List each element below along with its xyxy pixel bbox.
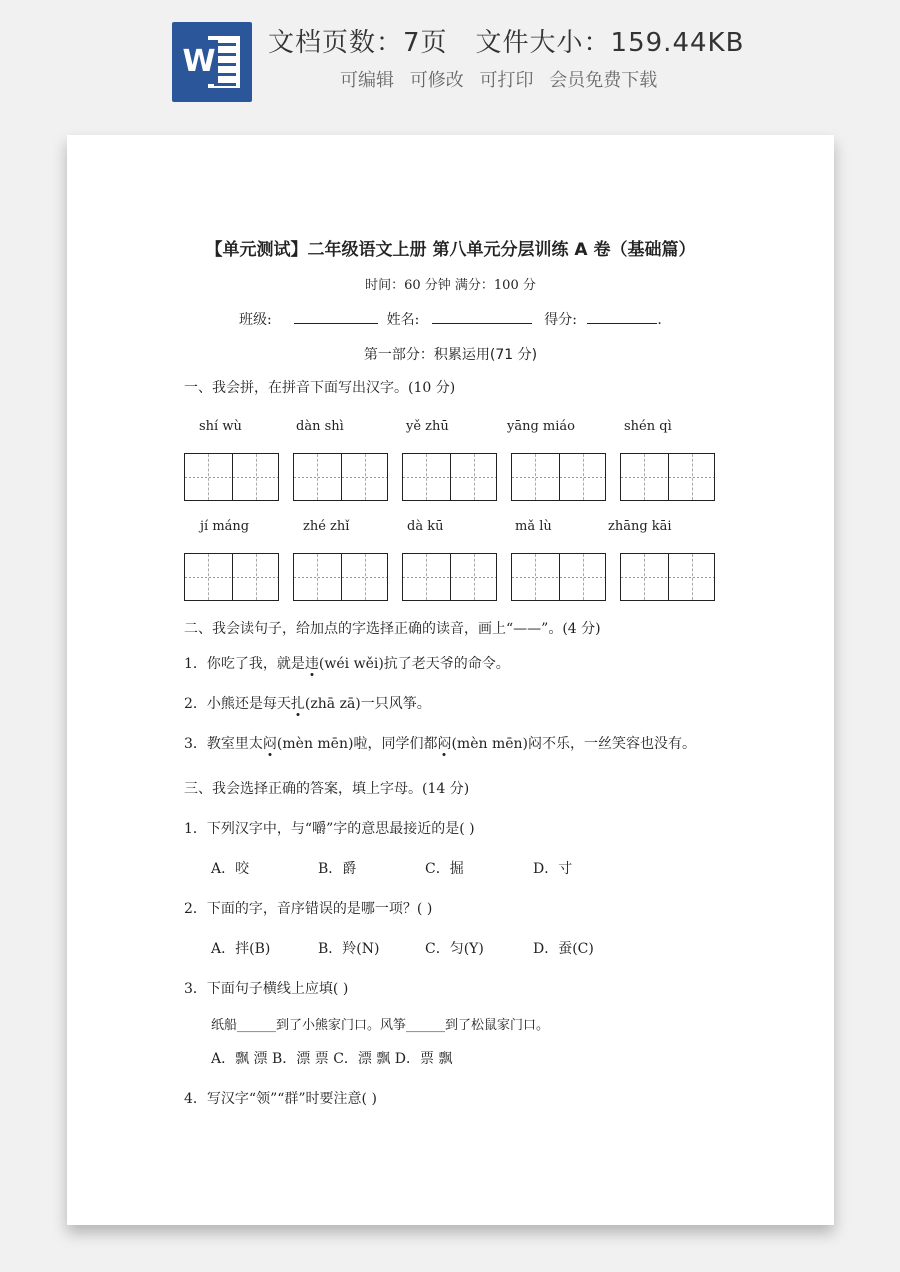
student-info	[239, 309, 662, 329]
feature-member-download: 会员免费下载	[549, 70, 658, 91]
writing-box[interactable]	[402, 553, 497, 601]
writing-box[interactable]	[620, 553, 715, 601]
dotted-char: 扎	[290, 696, 305, 712]
sentence-text: 2．小熊还是每天	[184, 696, 291, 712]
pinyin-10: zhāng kāi	[608, 519, 672, 534]
file-size: 文件大小：159.44KB	[475, 28, 745, 58]
q3-item-2-option-d[interactable]: D．蚕(C)	[533, 941, 594, 957]
q2-sentence-2	[184, 693, 431, 713]
dotted-char: 违	[304, 656, 319, 672]
part-one-heading: 第一部分：积累运用(71 分)	[363, 347, 538, 363]
q3-item-2: 2．下面的字，音序错误的是哪一项？( )	[184, 901, 433, 917]
feature-modifiable: 可修改	[409, 70, 464, 91]
sentence-text: (wéi wěi)抗了老天爷的命令。	[318, 656, 510, 672]
class-blank[interactable]	[294, 309, 378, 324]
writing-box[interactable]	[184, 553, 279, 601]
q3-item-1: 1．下列汉字中，与“嚼”字的意思最接近的是( )	[184, 821, 475, 837]
pinyin-4: yāng miáo	[507, 419, 575, 434]
sentence-text: (mèn mēn)啦，同学们都	[276, 736, 438, 752]
pinyin-2: dàn shì	[296, 419, 344, 434]
doc-meta: 时间：60 分钟 满分：100 分	[365, 278, 536, 293]
file-stats	[268, 22, 772, 59]
sentence-text: (zhā zā)一只风筝。	[304, 696, 431, 712]
feature-list	[340, 66, 667, 92]
name-label: 姓名:	[386, 312, 420, 328]
writing-box[interactable]	[511, 453, 606, 501]
writing-box[interactable]	[620, 453, 715, 501]
document-page	[67, 135, 834, 1225]
pinyin-5: shén qì	[624, 419, 672, 434]
writing-box[interactable]	[293, 453, 388, 501]
word-doc-icon	[172, 22, 252, 102]
pinyin-7: zhé zhǐ	[303, 519, 350, 534]
page-count: 文档页数：7页	[268, 28, 448, 58]
pinyin-6: jí máng	[200, 519, 250, 534]
class-label: 班级:	[239, 312, 272, 328]
score-label: 得分:	[544, 312, 577, 328]
info-end: .	[657, 312, 662, 328]
dotted-char: 闷	[262, 736, 277, 752]
q3-item-2-option-c[interactable]: C．匀(Y)	[425, 941, 484, 957]
q2-heading: 二、我会读句子，给加点的字选择正确的读音，画上“——”。(4 分)	[184, 621, 601, 637]
q3-item-3-options[interactable]: A．飘 漂 B．漂 票 C．漂 飘 D．票 飘	[211, 1051, 453, 1067]
sentence-text: 1．你吃了我，就是	[184, 656, 305, 672]
writing-box[interactable]	[511, 553, 606, 601]
q3-item-3: 3．下面句子横线上应填( )	[184, 981, 349, 997]
name-blank[interactable]	[432, 309, 532, 324]
q3-item-1-option-d[interactable]: D．寸	[533, 861, 573, 877]
score-blank[interactable]	[587, 309, 657, 324]
pinyin-9: mǎ lù	[515, 519, 552, 534]
q3-item-2-option-b[interactable]: B．羚(N)	[318, 941, 380, 957]
doc-title: 【单元测试】二年级语文上册 第八单元分层训练 A 卷（基础篇）	[205, 240, 696, 260]
q3-item-4: 4．写汉字“领”“群”时要注意( )	[184, 1091, 377, 1107]
q3-item-1-option-c[interactable]: C．掘	[425, 861, 464, 877]
q1-heading: 一、我会拼，在拼音下面写出汉字。(10 分)	[184, 380, 456, 396]
q2-sentence-3	[184, 733, 696, 753]
q3-heading: 三、我会选择正确的答案，填上字母。(14 分)	[184, 781, 470, 797]
q3-item-1-option-a[interactable]: A．咬	[211, 861, 250, 877]
q3-item-3-sentence: 纸船______到了小熊家门口。风筝______到了松鼠家门口。	[211, 1018, 550, 1033]
writing-box[interactable]	[184, 453, 279, 501]
pinyin-8: dà kū	[407, 519, 444, 534]
pinyin-1: shí wù	[199, 419, 242, 434]
feature-editable: 可编辑	[340, 70, 394, 91]
feature-printable: 可打印	[479, 70, 534, 91]
dotted-char: 闷	[437, 736, 452, 752]
q3-item-1-option-b[interactable]: B．爵	[318, 861, 357, 877]
pinyin-3: yě zhū	[406, 419, 449, 434]
sentence-text: 3．教室里太	[184, 736, 263, 752]
q2-sentence-1	[184, 653, 510, 673]
word-logo-letter: W	[180, 40, 218, 84]
writing-box[interactable]	[293, 553, 388, 601]
writing-box[interactable]	[402, 453, 497, 501]
q3-item-2-option-a[interactable]: A．拌(B)	[211, 941, 271, 957]
header-banner	[0, 0, 900, 120]
sentence-text: (mèn mēn)闷不乐，一丝笑容也没有。	[451, 736, 696, 752]
